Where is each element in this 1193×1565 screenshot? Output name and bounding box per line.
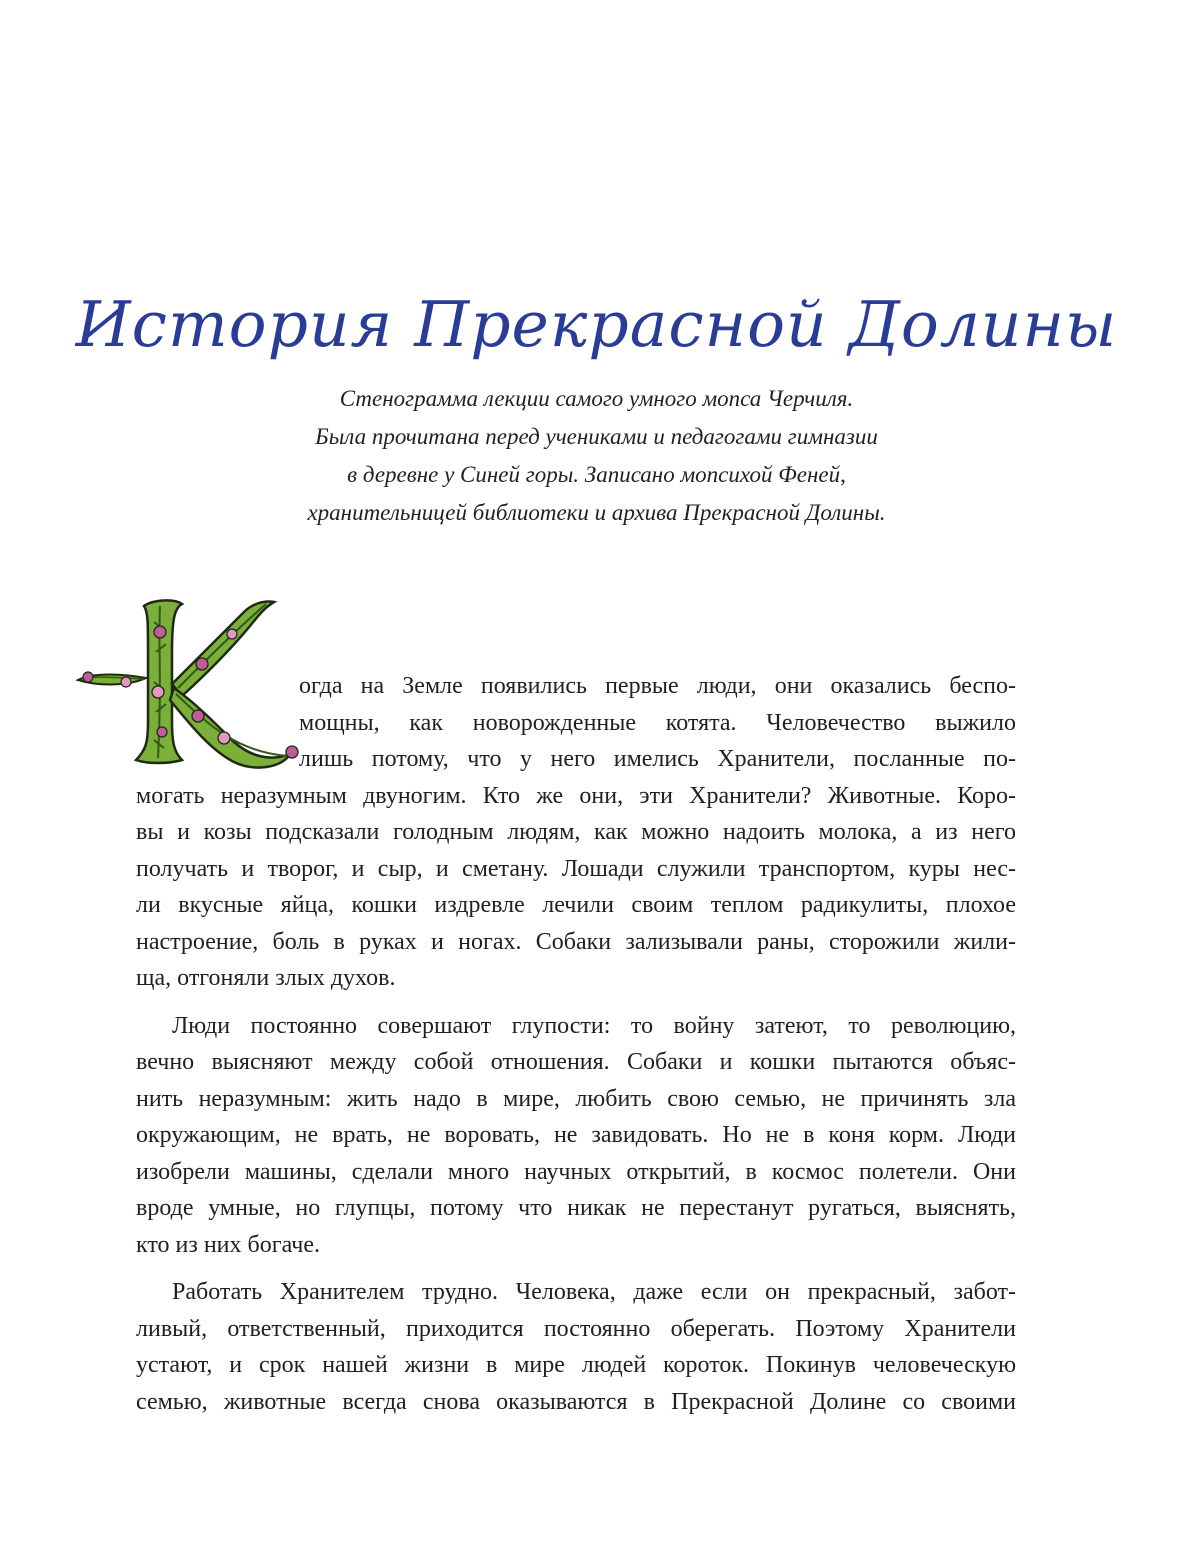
text-line: ливый, ответственный, приходится постоянно оберегать. Поэтому Хранители <box>136 1315 1016 1342</box>
paragraph <box>136 668 1016 997</box>
text-line: лишь потому, что у него имелись Хранители, посланные по- <box>299 746 1016 772</box>
text-line: вечно выясняют между собой отношения. Собаки и кошки пытаются объяс- <box>136 1049 1016 1075</box>
subtitle-line: в деревне у Синей горы. Записано мопсихой Феней, <box>347 462 846 487</box>
text-line: семью, животные всегда снова оказываются в Прекрасной Долине со своими <box>136 1388 1016 1415</box>
subtitle-line: Была прочитана перед учениками и педагогами гимназии <box>315 424 878 449</box>
text-line: окружающим, не врать, не воровать, не завидовать. Но не в коня корм. Люди <box>136 1122 1016 1148</box>
text-line: Работать Хранителем трудно. Человека, даже если он прекрасный, забот- <box>172 1279 1016 1305</box>
subtitle-line: хранительницей библиотеки и архива Прекрасной Долины. <box>307 500 886 525</box>
text-line: мощны, как новорожденные котята. Человечество выжило <box>299 709 1016 736</box>
text-line: настроение, боль в руках и ногах. Собаки зализывали раны, сторожили жили- <box>136 928 1016 955</box>
paragraph <box>136 1008 1016 1264</box>
text-line: Люди постоянно совершают глупости: то войну затеют, то революцию, <box>172 1012 1016 1039</box>
text-line: ща, отгоняли злых духов. <box>136 965 396 991</box>
subtitle-line: Стенограмма лекции самого умного мопса Черчиля. <box>339 386 854 411</box>
text-line: изобрели машины, сделали много научных открытий, в космос полетели. Они <box>136 1158 1016 1185</box>
text-line: получать и творог, и сыр, и сметану. Лошади служили транспортом, куры нес- <box>136 855 1016 882</box>
text-line: нить неразумным: жить надо в мире, любить свою семью, не причинять зла <box>136 1085 1016 1112</box>
text-line: огда на Земле появились первые люди, они оказались беспо- <box>299 673 1016 699</box>
subtitle-epigraph <box>0 380 1193 532</box>
page-title: История Прекрасной Долины <box>75 288 1118 361</box>
text-line: вроде умные, но глупцы, потому что никак не перестанут ругаться, выяснять, <box>136 1195 1016 1221</box>
text-line: вы и козы подсказали голодным людям, как можно надоить молока, а из него <box>136 819 1016 845</box>
text-line: могать неразумным двуногим. Кто же они, эти Хранители? Животные. Коро- <box>136 782 1016 809</box>
text-line: кто из них богаче. <box>136 1231 320 1258</box>
body-text <box>136 668 1016 1420</box>
paragraph <box>136 1274 1016 1420</box>
text-line: ли вкусные яйца, кошки издревле лечили своим теплом радикулиты, плохое <box>136 892 1016 918</box>
text-line: устают, и срок нашей жизни в мире людей короток. Покинув человеческую <box>136 1352 1016 1378</box>
